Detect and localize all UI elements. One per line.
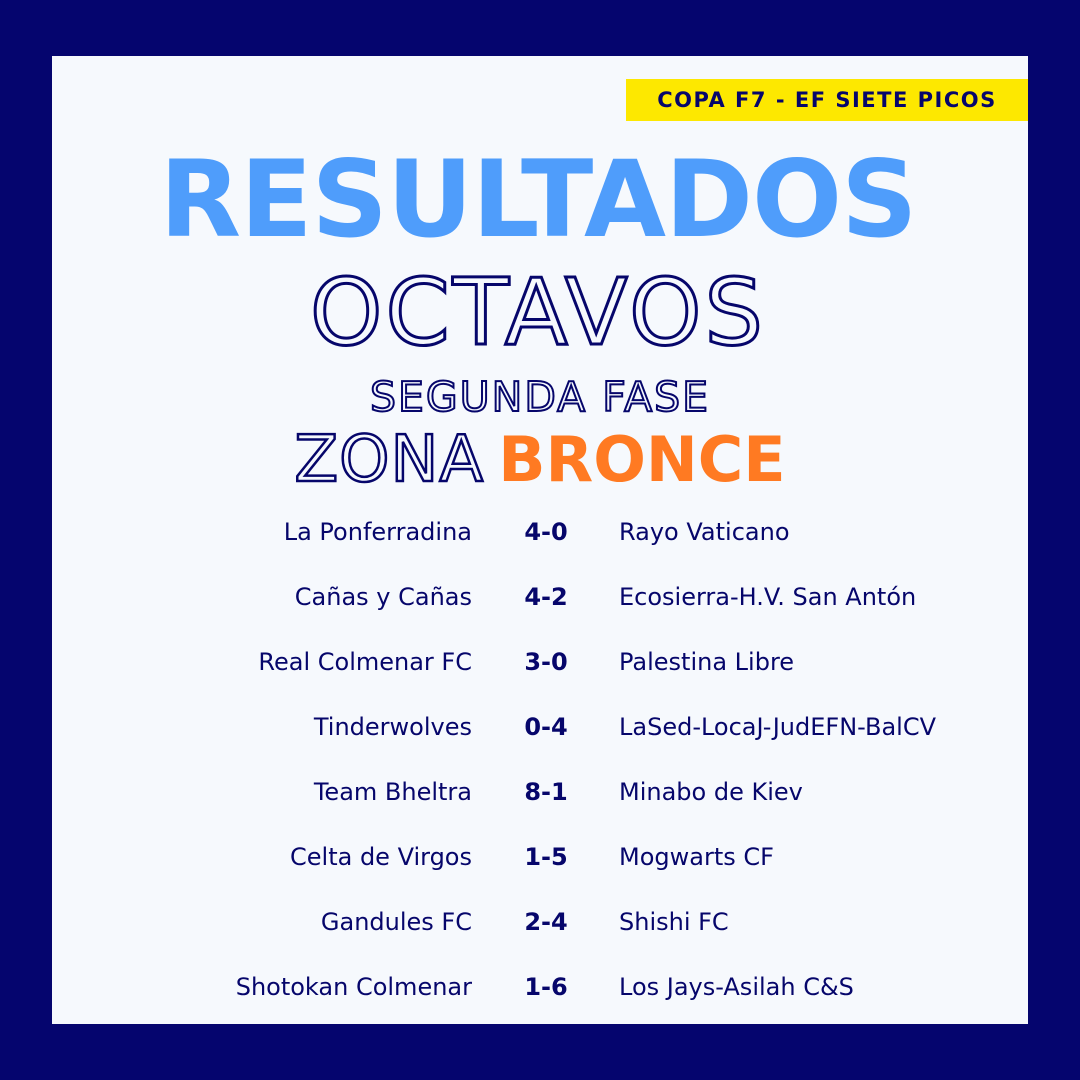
away-team: Palestina Libre — [619, 648, 795, 676]
zone-name: BRONCE — [498, 423, 786, 496]
match-row — [0, 955, 1080, 1019]
home-team: Real Colmenar FC — [258, 648, 472, 676]
match-row — [0, 630, 1080, 694]
match-score: 4-0 — [524, 518, 568, 546]
match-score: 1-5 — [524, 843, 568, 871]
away-team: Mogwarts CF — [619, 843, 774, 871]
match-score: 4-2 — [524, 583, 568, 611]
away-team: Ecosierra-H.V. San Antón — [619, 583, 917, 611]
phase-title: SEGUNDA FASE — [369, 373, 711, 421]
home-team: Gandules FC — [320, 908, 472, 936]
home-team: Celta de Virgos — [290, 843, 472, 871]
match-score: 2-4 — [524, 908, 568, 936]
match-row — [0, 760, 1080, 824]
match-score: 3-0 — [524, 648, 568, 676]
away-team: Shishi FC — [619, 908, 729, 936]
match-row — [0, 825, 1080, 889]
away-team: Rayo Vaticano — [619, 518, 790, 546]
away-team: LaSed-LocaJ-JudEFN-BalCV — [619, 713, 936, 741]
away-team: Minabo de Kiev — [619, 778, 803, 806]
home-team: La Ponferradina — [283, 518, 472, 546]
zone-title — [0, 424, 1080, 512]
match-row — [0, 695, 1080, 759]
home-team: Tinderwolves — [313, 713, 472, 741]
match-score: 0-4 — [524, 713, 568, 741]
match-row — [0, 890, 1080, 954]
match-row — [0, 500, 1080, 564]
page-title: RESULTADOS — [159, 138, 917, 261]
match-score: 1-6 — [524, 973, 568, 1001]
round-title: OCTAVOS — [310, 259, 766, 366]
home-team: Team Bheltra — [313, 778, 472, 806]
home-team: Shotokan Colmenar — [235, 973, 472, 1001]
away-team: Los Jays-Asilah C&S — [619, 973, 854, 1001]
home-team: Cañas y Cañas — [294, 583, 472, 611]
zone-prefix: ZONA — [294, 423, 485, 497]
tournament-badge: COPA F7 - EF SIETE PICOS — [626, 79, 1028, 121]
match-score: 8-1 — [524, 778, 568, 806]
match-row — [0, 565, 1080, 629]
